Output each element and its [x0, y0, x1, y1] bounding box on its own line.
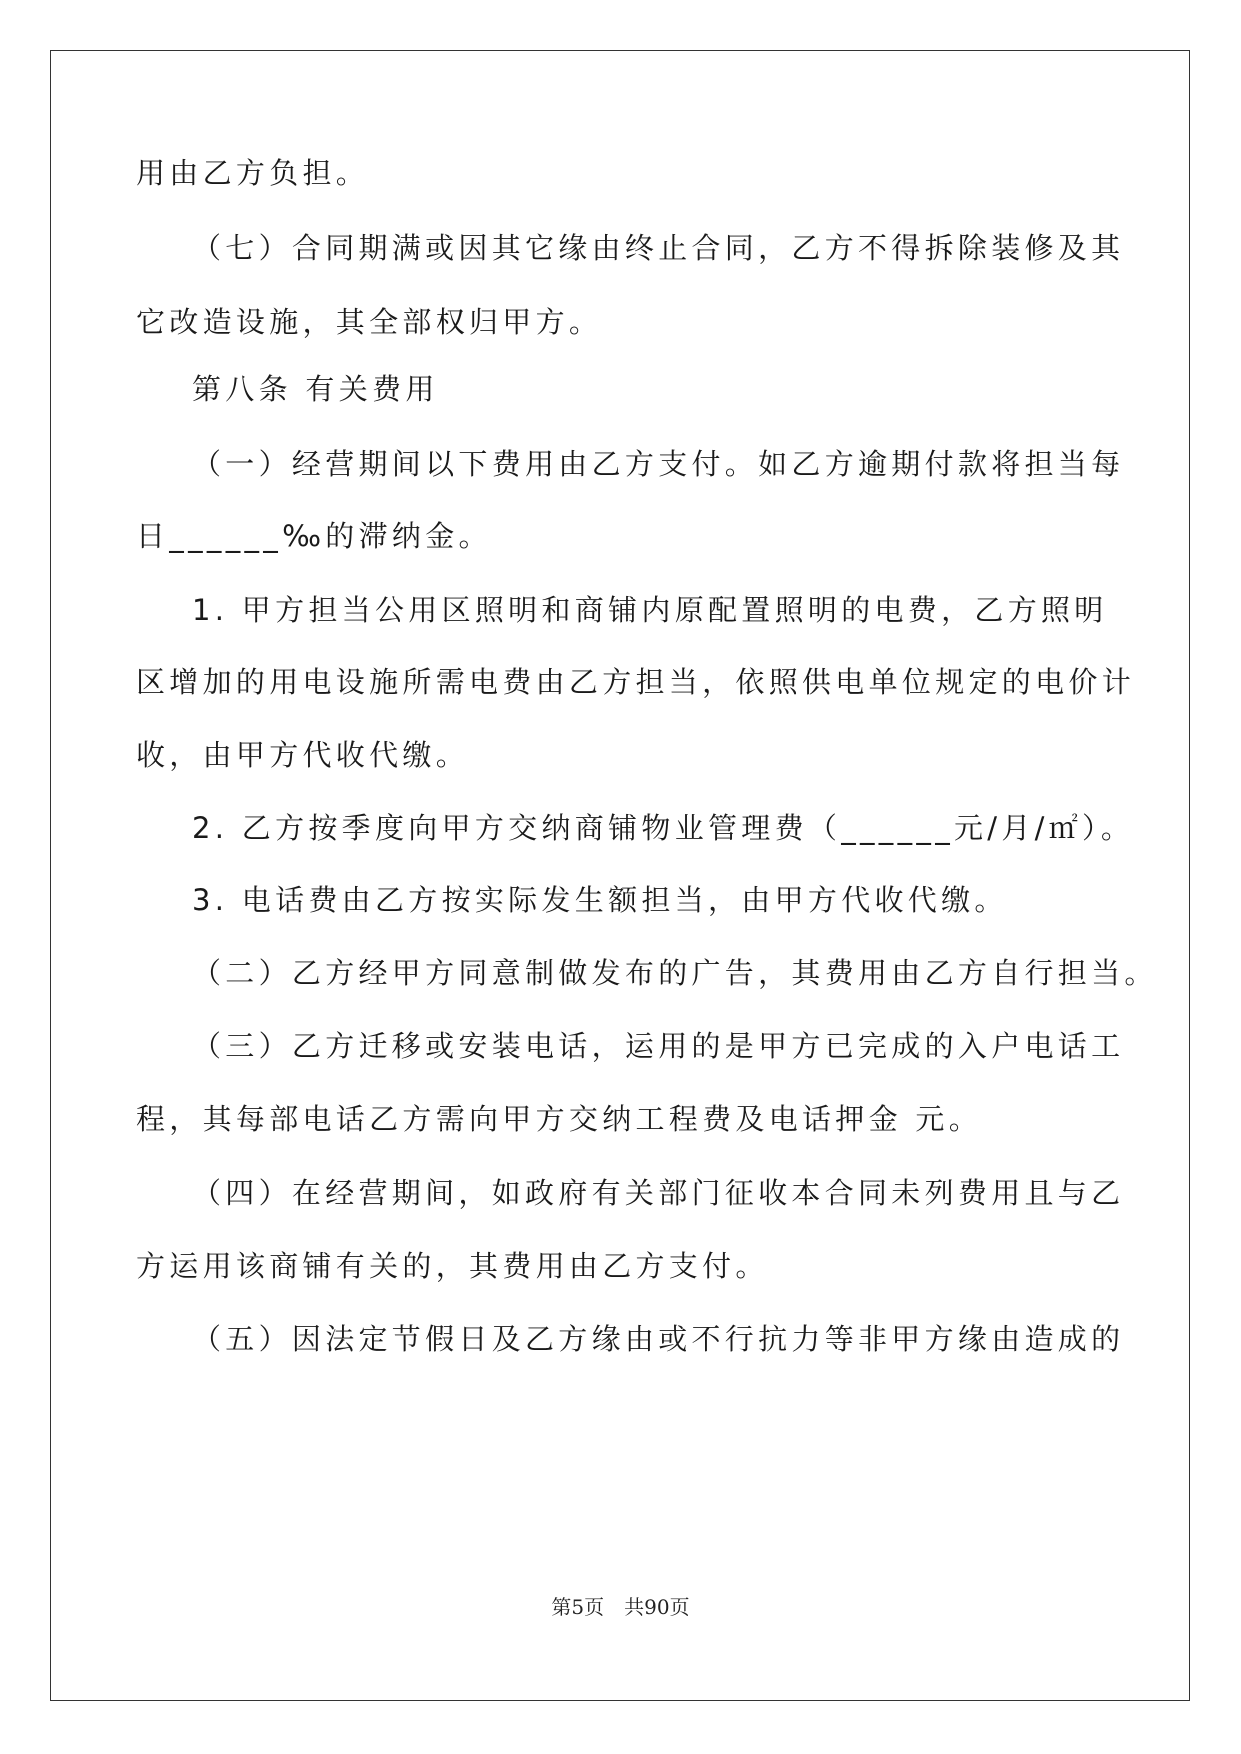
text-line: （二）乙方经甲方同意制做发布的广告，其费用由乙方自行担当。	[192, 956, 1158, 990]
text-line: （三）乙方迁移或安装电话，运用的是甲方已完成的入户电话工	[192, 1029, 1125, 1063]
text-line: （一）经营期间以下费用由乙方支付。如乙方逾期付款将担当每	[192, 447, 1125, 481]
page-border	[50, 50, 1190, 1701]
text-line: 它改造设施，其全部权归甲方。	[136, 305, 603, 339]
text-line: 区增加的用电设施所需电费由乙方担当，依照供电单位规定的电价计	[136, 665, 1136, 699]
text-line: 1. 甲方担当公用区照明和商铺内原配置照明的电费，乙方照明	[192, 593, 1108, 627]
section-heading: 第八条 有关费用	[192, 372, 439, 406]
total-pages: 共90页	[624, 1595, 690, 1619]
text-line: （七）合同期满或因其它缘由终止合同，乙方不得拆除装修及其	[192, 231, 1125, 265]
text-line: 3. 电话费由乙方按实际发生额担当，由甲方代收代缴。	[192, 883, 1008, 917]
text-line: 程，其每部电话乙方需向甲方交纳工程费及电话押金 元。	[136, 1102, 983, 1136]
text-line: 方运用该商铺有关的，其费用由乙方支付。	[136, 1249, 769, 1283]
text-line: 用由乙方负担。	[136, 156, 370, 190]
text-line: 日______‰的滞纳金。	[136, 519, 492, 553]
page-footer	[0, 1594, 1241, 1620]
text-line: （五）因法定节假日及乙方缘由或不行抗力等非甲方缘由造成的	[192, 1322, 1125, 1356]
text-line: （四）在经营期间，如政府有关部门征收本合同未列费用且与乙	[192, 1176, 1125, 1210]
text-line: 2. 乙方按季度向甲方交纳商铺物业管理费（______元/月/㎡）。	[192, 811, 1135, 845]
text-line: 收，由甲方代收代缴。	[136, 738, 470, 772]
page-number: 第5页	[551, 1595, 605, 1619]
